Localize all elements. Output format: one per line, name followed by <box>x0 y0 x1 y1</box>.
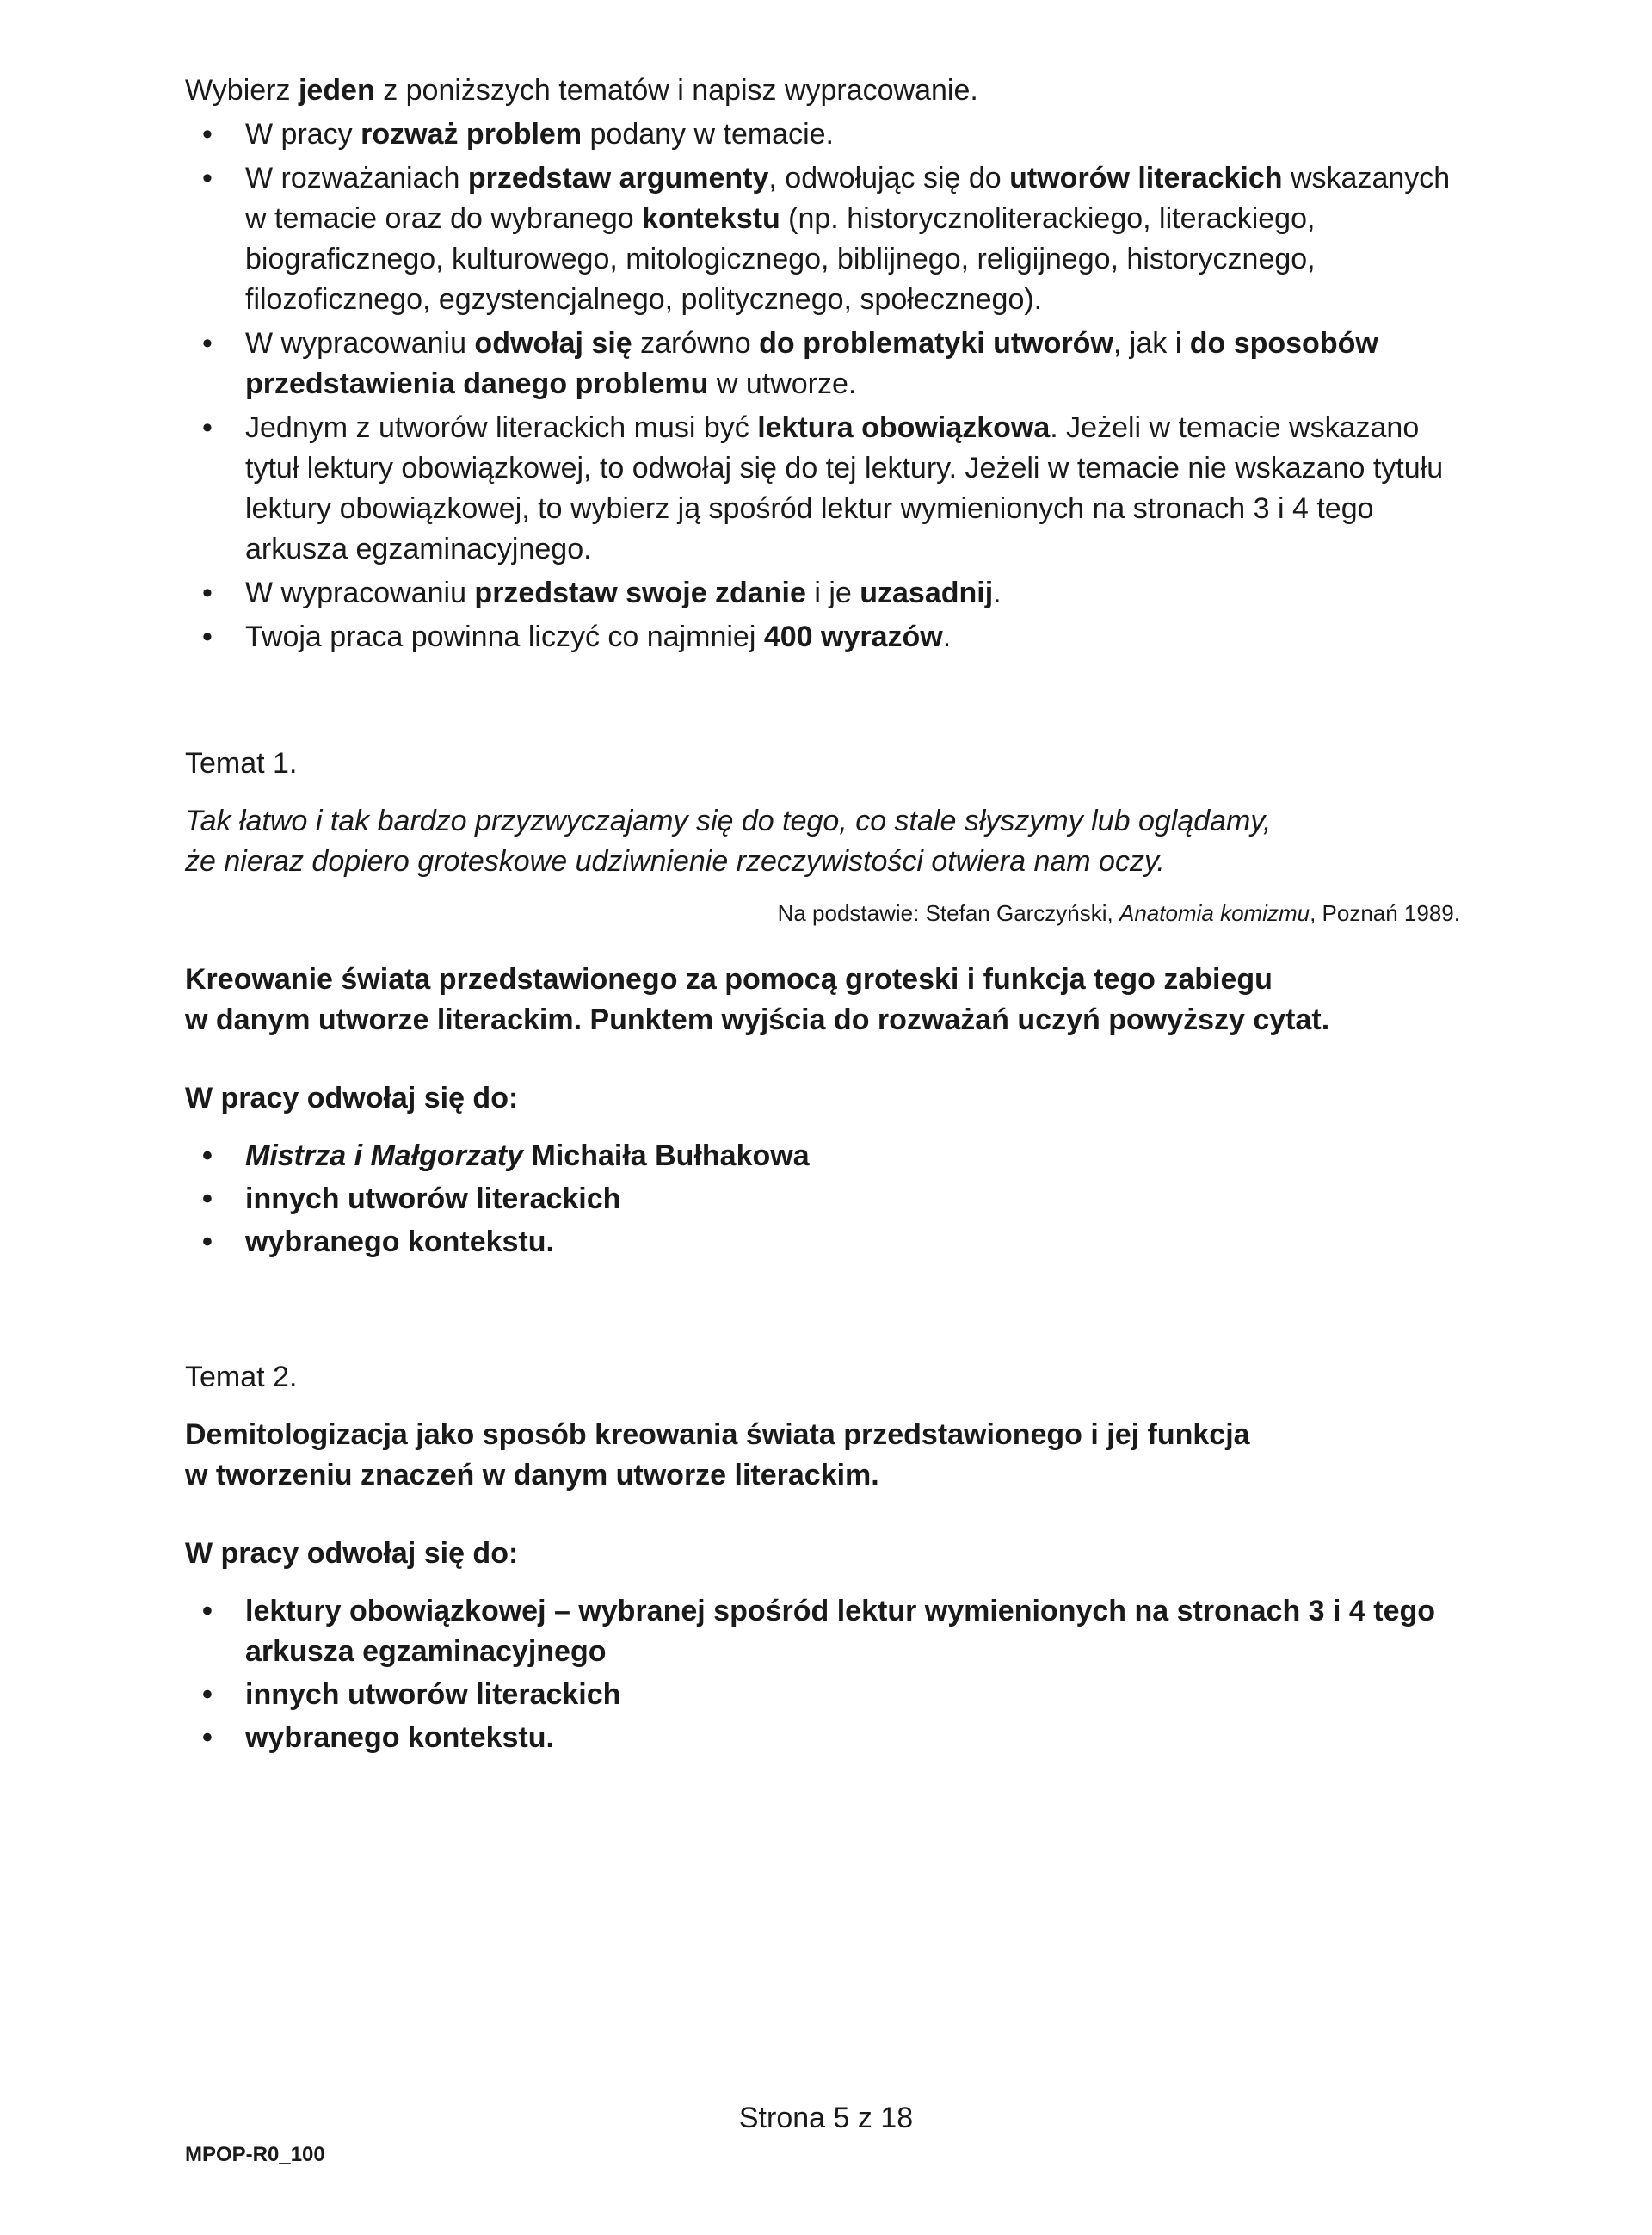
quote-source <box>185 898 1476 929</box>
text: (np. historycznoliterackiego, literackiego, biograficznego, kulturowego, mitologicznego, biblijnego, religijnego, historycznego, filozoficznego, egzystencjalnego, politycznego, społecznego). <box>245 202 1316 316</box>
refer-item <box>185 1136 1476 1176</box>
heading-line: Demitologizacja jako sposób kreowania świata przedstawionego i jej funkcja <box>185 1418 1250 1451</box>
text-bold: odwołaj się <box>474 327 632 360</box>
text-bold: rozważ problem <box>361 118 583 151</box>
instruction-item <box>185 114 1476 155</box>
exam-code: MPOP-R0_100 <box>185 2143 325 2166</box>
instructions-section <box>185 71 1476 658</box>
exam-page <box>185 71 1476 1758</box>
topic-1-section <box>185 744 1476 1263</box>
instruction-item <box>185 324 1476 404</box>
text-bold: jeden <box>298 74 375 107</box>
text: . <box>993 577 1002 609</box>
text: w utworze. <box>708 367 857 400</box>
text-bold: do sposobów przedstawienia danego problemu <box>245 327 1378 400</box>
text: . Jeżeli w temacie wskazano tytuł lektury obowiązkowej, to odwołaj się do tej lektury. Jeżeli w temacie nie wskazano tytułu lektury obowiązkowej, to wybierz ją spośród lektur wymienionych na stronach 3 i 4 tego arkusza egzaminacyjnego. <box>245 411 1444 565</box>
instructions-intro <box>185 71 1476 111</box>
text: , Poznań 1989. <box>1310 900 1460 926</box>
text: Michaiła Bułhakowa <box>523 1139 810 1172</box>
instruction-item <box>185 617 1476 658</box>
text-bold: przedstaw argumenty <box>467 162 769 194</box>
instruction-item <box>185 158 1476 320</box>
text: zarówno <box>632 327 760 360</box>
topic-1-quote <box>185 801 1476 882</box>
topic-1-refer-label: W pracy odwołaj się do: <box>185 1082 519 1114</box>
text: , jak i <box>1113 327 1190 360</box>
topic-2-refer-list <box>185 1591 1476 1758</box>
refer-item: • innych utworów literackich <box>185 1675 1476 1715</box>
text: W pracy <box>245 118 361 151</box>
text-bold: do problematyki utworów <box>759 327 1113 360</box>
heading-line: w danym utworze literackim. Punktem wyjścia do rozważań uczyń powyższy cytat. <box>185 1003 1330 1036</box>
refer-item: • lektury obowiązkowej – wybranej spośród lektur wymienionych na stronach 3 i 4 tego arkusza egzaminacyjnego <box>185 1591 1476 1672</box>
refer-item: • innych utworów literackich <box>185 1179 1476 1219</box>
text: Na podstawie: Stefan Garczyński, <box>777 900 1119 926</box>
text-bold: lektura obowiązkowa <box>757 411 1051 444</box>
text-bold: 400 wyrazów <box>763 620 943 653</box>
refer-item: • wybranego kontekstu. <box>185 1718 1476 1758</box>
topic-2-section <box>185 1357 1476 1758</box>
text: . <box>942 620 952 653</box>
instruction-item <box>185 573 1476 614</box>
text-italic: Mistrza i Małgorzaty <box>245 1139 524 1172</box>
topic-1-title: Temat 1. <box>185 747 298 780</box>
page-number: Strona 5 z 18 <box>738 2102 914 2134</box>
text: wskazanych w temacie oraz do wybranego <box>245 162 1451 235</box>
topic-2-heading <box>185 1415 1476 1496</box>
text-bold: utworów literackich <box>1009 162 1283 194</box>
text: Twoja praca powinna liczyć co najmniej <box>245 620 764 653</box>
topic-1-refer-list <box>185 1136 1476 1263</box>
text: , odwołując się do <box>768 162 1010 194</box>
text-bold: uzasadnij <box>860 577 994 609</box>
topic-2-title: Temat 2. <box>185 1361 298 1393</box>
quote-line: Tak łatwo i tak bardzo przyzwyczajamy się do tego, co stale słyszymy lub oglądamy, <box>185 805 1272 837</box>
heading-line: Kreowanie świata przedstawionego za pomocą groteski i funkcja tego zabiegu <box>185 963 1273 996</box>
text: i je <box>805 577 860 609</box>
text: W wypracowaniu <box>245 327 475 360</box>
text: Wybierz <box>185 74 299 107</box>
text: z poniższych tematów i napisz wypracowanie. <box>374 74 978 107</box>
text: Jednym z utworów literackich musi być <box>245 411 758 444</box>
text-bold: przedstaw swoje zdanie <box>474 577 806 609</box>
instruction-item <box>185 408 1476 570</box>
text: W wypracowaniu <box>245 577 475 609</box>
instructions-list <box>185 114 1476 658</box>
text-italic: Anatomia komizmu <box>1119 900 1310 926</box>
refer-item: • wybranego kontekstu. <box>185 1222 1476 1263</box>
topic-1-heading <box>185 960 1476 1040</box>
text: podany w temacie. <box>582 118 834 151</box>
quote-line: że nieraz dopiero groteskowe udziwnienie rzeczywistości otwiera nam oczy. <box>185 845 1165 878</box>
text-bold: kontekstu <box>642 202 780 235</box>
text: W rozważaniach <box>245 162 468 194</box>
topic-2-refer-label: W pracy odwołaj się do: <box>185 1537 519 1570</box>
heading-line: w tworzeniu znaczeń w danym utworze literackim. <box>185 1459 879 1491</box>
